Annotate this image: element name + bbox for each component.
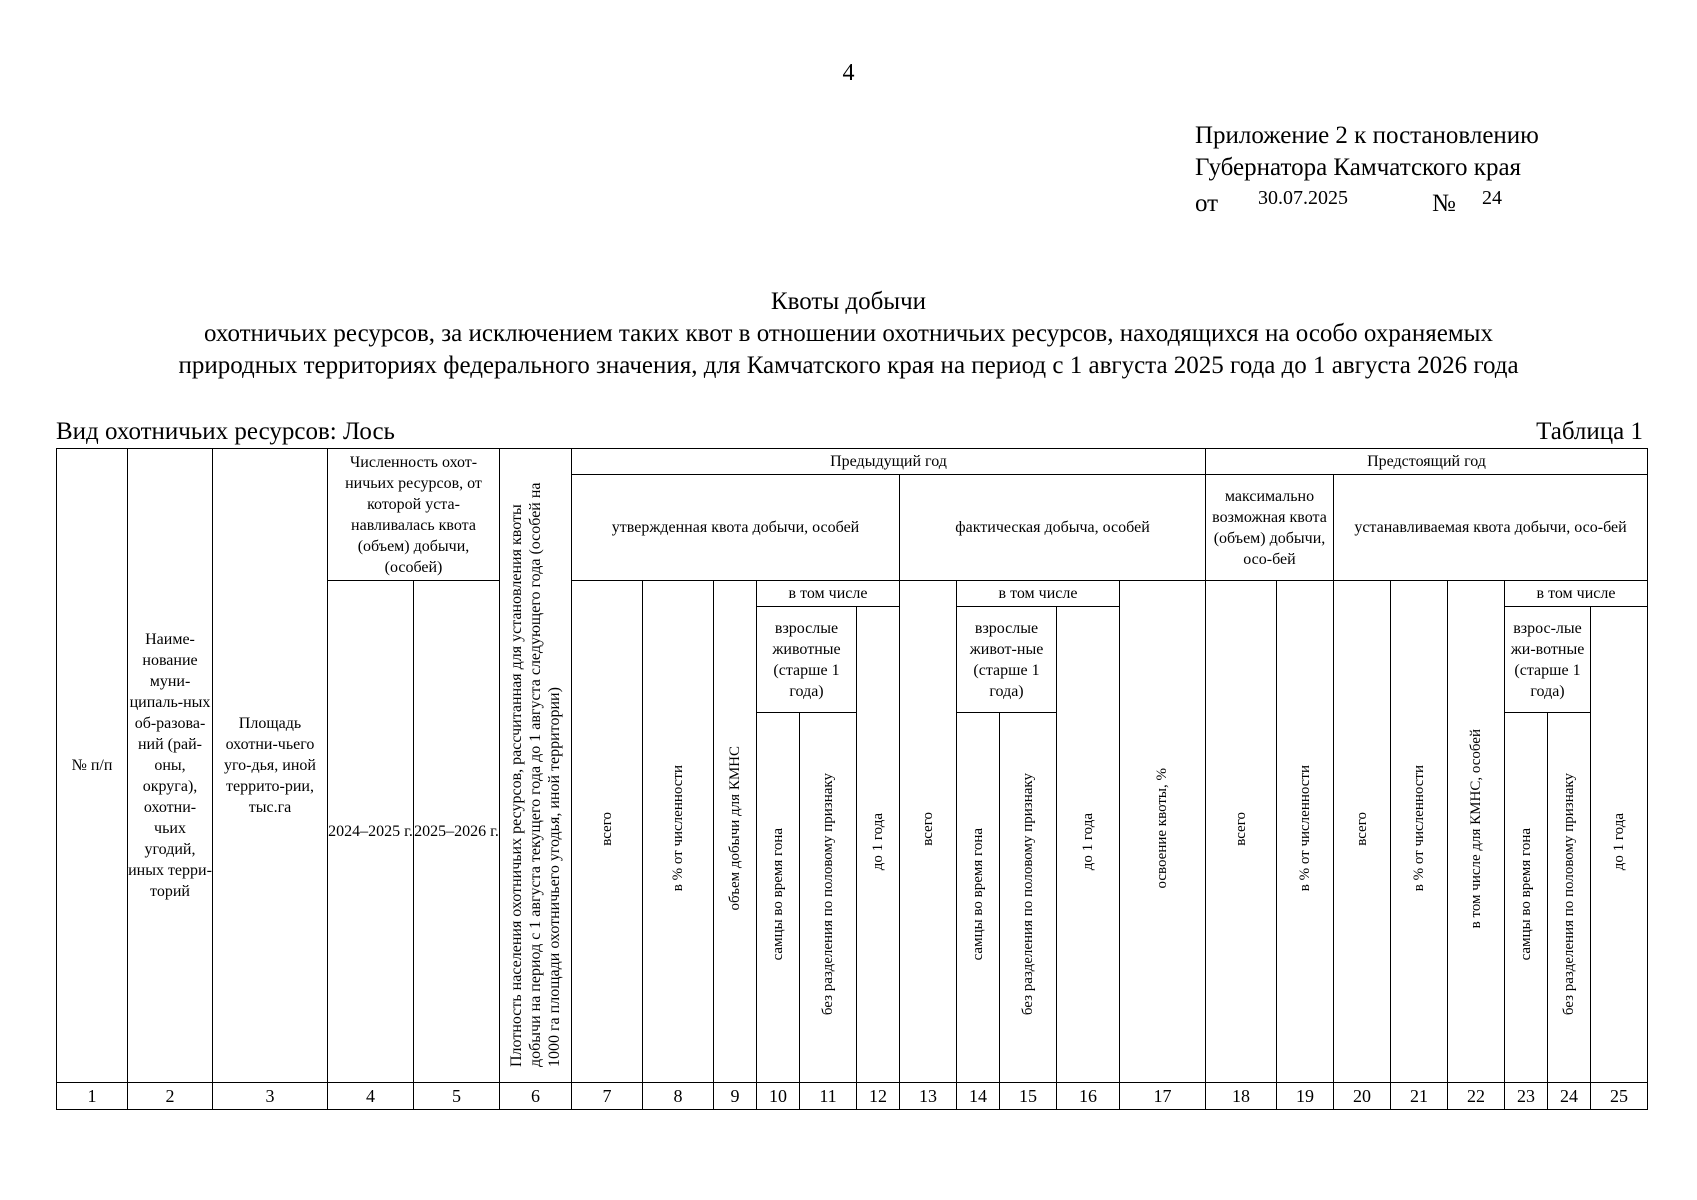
header-set-nosplit: без разделения по половому признаку — [1548, 713, 1591, 1083]
header-area: Площадь охотни-чьего уго-дья, иной террито-рии, тыс.га — [213, 449, 328, 1083]
header-density: Плотность населения охотничьих ресурсов, рассчитанная для установления квоты добычи на период с 1 августа текущего года до 1 августа следующего года (особей на 1000 га площади охотничьего угодья, иной территории) — [500, 449, 572, 1083]
header-approved-nosplit: без разделения по половому признаку — [800, 713, 857, 1083]
header-set-pct: в % от численности — [1391, 581, 1448, 1083]
header-approved-kmns: объем добычи для КМНС — [714, 581, 757, 1083]
column-number: 11 — [800, 1083, 857, 1110]
header-municipality: Наиме-нование муни-ципаль-ных об-разова-ний (рай-оны, округа), охотни-чьих угодий, иных терри-торий — [128, 449, 213, 1083]
table-label: Таблица 1 — [1536, 418, 1643, 445]
header-set-males: самцы во время гона — [1505, 713, 1548, 1083]
header-approved-under1: до 1 года — [857, 607, 900, 1083]
column-number: 25 — [1591, 1083, 1648, 1110]
column-number: 12 — [857, 1083, 900, 1110]
header-approved-adults: взрослые животные (старше 1 года) — [757, 607, 857, 713]
header-set-under1: до 1 года — [1591, 607, 1648, 1083]
header-previous-year: Предыдущий год — [572, 449, 1206, 475]
header-max-quota: максимально возможная квота (объем) добычи, осо-бей — [1206, 475, 1334, 581]
column-number: 17 — [1120, 1083, 1206, 1110]
species-label: Вид охотничьих ресурсов: Лось — [56, 418, 395, 445]
column-number: 16 — [1057, 1083, 1120, 1110]
column-number: 20 — [1334, 1083, 1391, 1110]
header-year-2025: 2025–2026 г. — [414, 581, 500, 1083]
appendix-line-3 — [1195, 184, 1539, 216]
page-number: 4 — [842, 60, 855, 86]
column-number: 3 — [213, 1083, 328, 1110]
appendix-line-2: Губернатора Камчатского края — [1195, 154, 1522, 181]
document-subtitle-line-2: природных территориях федерального значения, для Камчатского края на период с 1 августа 2025 года до 1 августа 2026 года — [178, 352, 1519, 379]
resolution-date: 30.07.2025 — [1258, 187, 1348, 209]
header-actual-adults: взрослые живот-ные (старше 1 года) — [957, 607, 1057, 713]
header-actual-nosplit: без разделения по половому признаку — [1000, 713, 1057, 1083]
column-number: 1 — [57, 1083, 128, 1110]
resolution-number: 24 — [1482, 187, 1502, 209]
column-number-row — [57, 1083, 1648, 1110]
column-number: 24 — [1548, 1083, 1591, 1110]
column-number: 14 — [957, 1083, 1000, 1110]
column-number: 6 — [500, 1083, 572, 1110]
column-number: 19 — [1277, 1083, 1334, 1110]
header-actual-harvest: фактическая добыча, особей — [900, 475, 1206, 581]
header-actual-under1: до 1 года — [1057, 607, 1120, 1083]
column-number: 18 — [1206, 1083, 1277, 1110]
header-set-kmns: в том числе для КМНС, особей — [1448, 581, 1505, 1083]
header-actual-males: самцы во время гона — [957, 713, 1000, 1083]
header-approved-quota: утвержденная квота добычи, особей — [572, 475, 900, 581]
header-num: № п/п — [57, 449, 128, 1083]
header-year-2024: 2024–2025 г. — [328, 581, 414, 1083]
column-number: 21 — [1391, 1083, 1448, 1110]
column-number: 4 — [328, 1083, 414, 1110]
column-number: 8 — [643, 1083, 714, 1110]
column-number: 7 — [572, 1083, 643, 1110]
column-number: 23 — [1505, 1083, 1548, 1110]
header-approved-pct: в % от численности — [643, 581, 714, 1083]
header-population: Численность охот-ничьих ресурсов, от которой уста-навливалась квота (объем) добычи, (особей) — [328, 449, 500, 581]
header-set-including: в том числе — [1505, 581, 1648, 607]
column-number: 13 — [900, 1083, 957, 1110]
header-set-adults: взрос-лые жи-вотные (старше 1 года) — [1505, 607, 1591, 713]
header-approved-total: всего — [572, 581, 643, 1083]
header-set-total: всего — [1334, 581, 1391, 1083]
header-next-year: Предстоящий год — [1206, 449, 1648, 475]
document-title: Квоты добычи — [770, 288, 927, 315]
document-subtitle-line-1: охотничьих ресурсов, за исключением таких квот в отношении охотничьих ресурсов, находящихся на особо охраняемых — [204, 320, 1493, 347]
column-number: 2 — [128, 1083, 213, 1110]
header-quota-use: освоение квоты, % — [1120, 581, 1206, 1083]
header-set-quota: устанавливаемая квота добычи, осо-бей — [1334, 475, 1648, 581]
column-number: 9 — [714, 1083, 757, 1110]
header-approved-males: самцы во время гона — [757, 713, 800, 1083]
header-actual-including: в том числе — [957, 581, 1120, 607]
column-number: 10 — [757, 1083, 800, 1110]
number-sign: № — [1432, 190, 1456, 217]
column-number: 15 — [1000, 1083, 1057, 1110]
header-max-pct: в % от численности — [1277, 581, 1334, 1083]
header-actual-total: всего — [900, 581, 957, 1083]
quota-table — [56, 448, 1648, 1110]
column-number: 5 — [414, 1083, 500, 1110]
appendix-block — [1195, 120, 1539, 216]
date-prefix: от — [1195, 190, 1219, 217]
column-number: 22 — [1448, 1083, 1505, 1110]
header-approved-including: в том числе — [757, 581, 900, 607]
appendix-line-1: Приложение 2 к постановлению — [1195, 122, 1539, 149]
header-max-total: всего — [1206, 581, 1277, 1083]
